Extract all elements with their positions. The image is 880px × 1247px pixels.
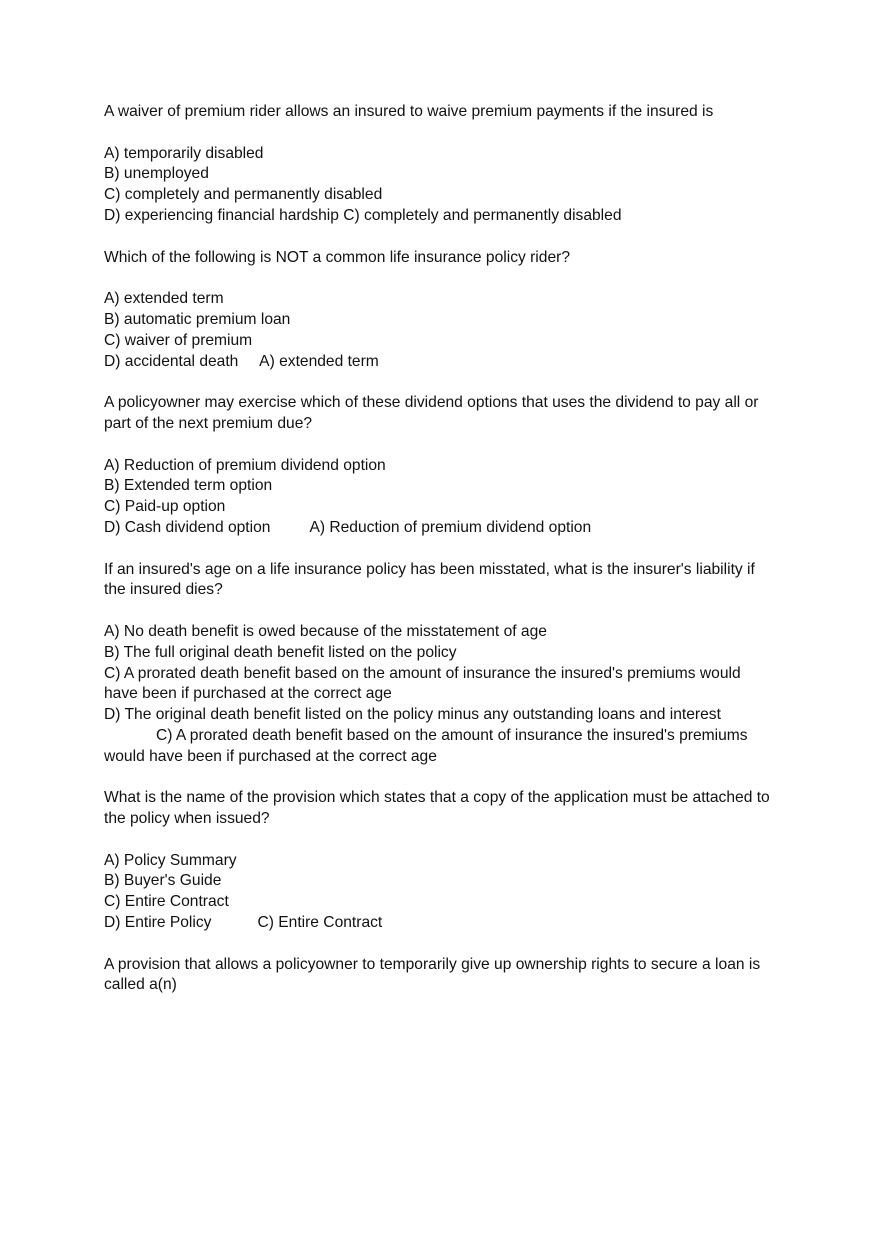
option-d: D) Entire Policy xyxy=(104,914,212,932)
option-d: D) experiencing financial hardship xyxy=(104,206,339,224)
answer: C) A prorated death benefit based on the amount of insurance the insured's premiums would have been if purchased at the correct age xyxy=(104,726,748,765)
question-text: If an insured's age on a life insurance policy has been misstated, what is the insurer's liability if the insured dies? xyxy=(104,560,755,599)
question-2 xyxy=(104,248,776,373)
option-a: A) temporarily disabled xyxy=(104,144,264,162)
question-text: What is the name of the provision which states that a copy of the application must be attached to the policy when issued? xyxy=(104,789,770,828)
option-a: A) Reduction of premium dividend option xyxy=(104,456,386,474)
option-d: D) The original death benefit listed on the policy minus any outstanding loans and interest xyxy=(104,706,721,724)
option-d-with-answer xyxy=(104,913,776,934)
option-a: A) No death benefit is owed because of the misstatement of age xyxy=(104,622,547,640)
question-4 xyxy=(104,560,776,768)
option-d-with-answer xyxy=(104,206,776,227)
question-text: A policyowner may exercise which of these dividend options that uses the dividend to pay all or part of the next premium due? xyxy=(104,394,759,432)
answer-line xyxy=(104,726,776,768)
answer: A) Reduction of premium dividend option xyxy=(309,518,592,536)
answer: C) completely and permanently disabled xyxy=(343,206,622,224)
answer: A) extended term xyxy=(259,352,379,370)
option-d: D) Cash dividend option xyxy=(104,518,271,536)
answer: C) Entire Contract xyxy=(257,914,383,932)
question-text: A provision that allows a policyowner to temporarily give up ownership rights to secure a loan is called a(n) xyxy=(104,955,761,994)
option-c: C) A prorated death benefit based on the amount of insurance the insured's premiums would have been if purchased at the correct age xyxy=(104,664,741,703)
option-c: C) completely and permanently disabled xyxy=(104,186,383,204)
question-6 xyxy=(104,955,776,997)
question-text: Which of the following is NOT a common life insurance policy rider? xyxy=(104,248,570,266)
option-c: C) waiver of premium xyxy=(104,331,253,349)
option-b: B) The full original death benefit listed on the policy xyxy=(104,643,457,661)
option-a: A) extended term xyxy=(104,290,224,308)
option-d: D) accidental death xyxy=(104,352,239,370)
option-b: B) unemployed xyxy=(104,165,209,183)
option-d-with-answer xyxy=(104,352,776,373)
option-b: B) Buyer's Guide xyxy=(104,872,222,890)
question-1 xyxy=(104,102,776,227)
option-c: C) Entire Contract xyxy=(104,893,229,911)
question-3 xyxy=(104,393,776,539)
option-b: B) automatic premium loan xyxy=(104,310,291,328)
document-content xyxy=(104,102,776,1017)
option-d-with-answer xyxy=(104,518,776,539)
question-text: A waiver of premium rider allows an insured to waive premium payments if the insured is xyxy=(104,103,714,120)
option-b: B) Extended term option xyxy=(104,477,273,495)
question-5 xyxy=(104,788,776,934)
option-c: C) Paid-up option xyxy=(104,498,226,516)
option-a: A) Policy Summary xyxy=(104,851,237,869)
